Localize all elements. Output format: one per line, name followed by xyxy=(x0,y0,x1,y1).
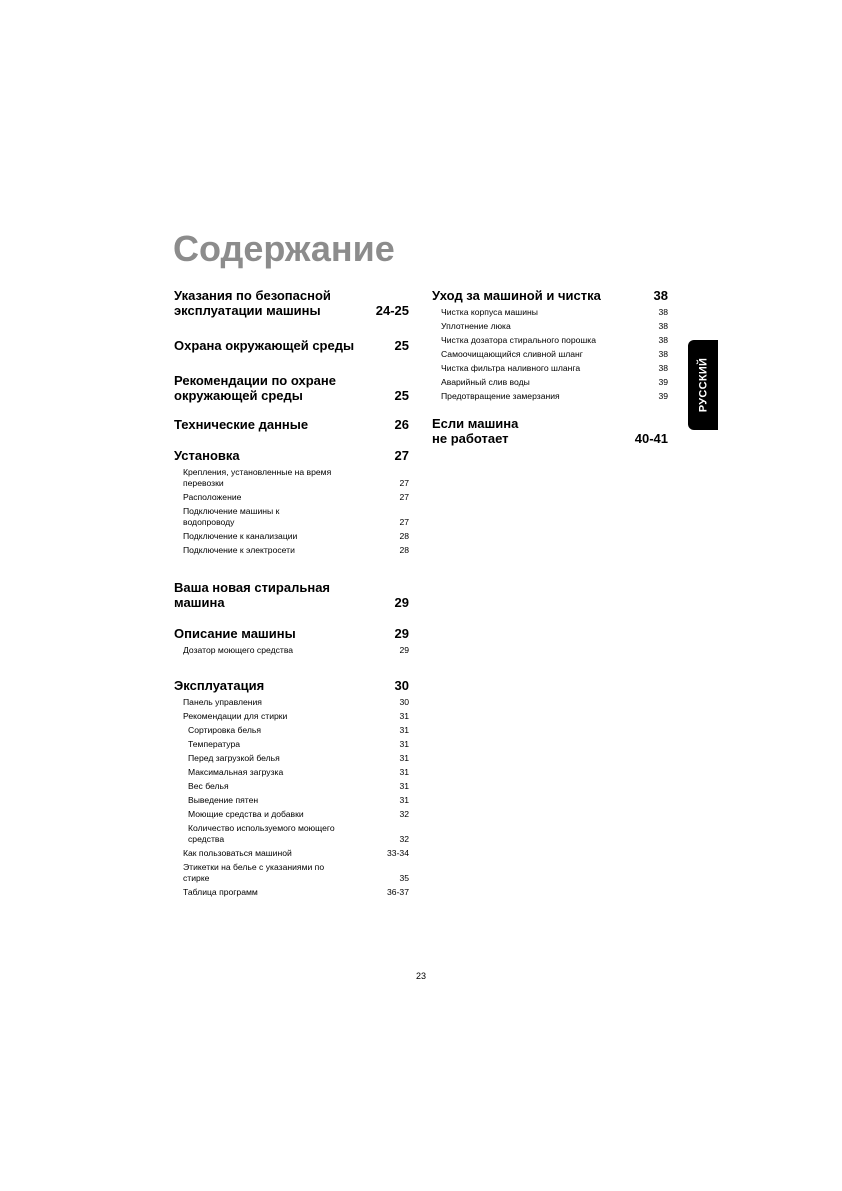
toc-item[interactable] xyxy=(174,781,409,792)
toc-item[interactable] xyxy=(174,862,409,884)
toc-item[interactable] xyxy=(174,467,409,489)
toc-item[interactable] xyxy=(174,492,409,503)
toc-section-title: Описание машины xyxy=(174,626,296,641)
toc-item-title: Таблица программ xyxy=(183,887,258,897)
toc-item[interactable] xyxy=(174,795,409,806)
toc-item[interactable] xyxy=(432,363,668,374)
toc-item-title: Этикетки на белье с указаниями по стирке xyxy=(183,862,325,883)
toc-item-title: Сортировка белья xyxy=(188,725,262,735)
language-tab-label: РУССКИЙ xyxy=(697,357,709,413)
page-number: 23 xyxy=(415,971,426,981)
toc-section-page: 25 xyxy=(394,338,409,353)
toc-subitem-list xyxy=(174,467,409,556)
toc-item-title: Подключение к канализации xyxy=(183,531,298,541)
toc-item[interactable] xyxy=(174,848,409,859)
toc-item-page: 35 xyxy=(399,873,409,883)
toc-item[interactable] xyxy=(432,391,668,402)
toc-section xyxy=(174,678,409,898)
toc-item-page: 31 xyxy=(399,795,409,805)
toc-section-heading[interactable] xyxy=(432,416,668,446)
toc-item[interactable] xyxy=(174,645,409,656)
toc-item-title: Расположение xyxy=(183,492,242,502)
toc-item-page: 30 xyxy=(399,697,409,707)
toc-section-heading[interactable] xyxy=(174,448,409,463)
toc-item[interactable] xyxy=(174,506,409,528)
language-tab xyxy=(688,340,718,430)
toc-item-title: Дозатор моющего средства xyxy=(183,645,294,655)
toc-item[interactable] xyxy=(174,545,409,556)
toc-item[interactable] xyxy=(174,887,409,898)
toc-item-page: 36-37 xyxy=(387,887,409,897)
toc-item-page: 31 xyxy=(399,711,409,721)
toc-item-page: 32 xyxy=(399,834,409,844)
toc-item[interactable] xyxy=(174,725,409,736)
toc-section-title: Технические данные xyxy=(174,417,309,432)
toc-item[interactable] xyxy=(432,321,668,332)
toc-section-page: 26 xyxy=(394,417,409,432)
toc-item-page: 38 xyxy=(658,321,668,331)
toc-item[interactable] xyxy=(174,711,409,722)
toc-item-title: Максимальная загрузка xyxy=(188,767,284,777)
toc-item[interactable] xyxy=(174,809,409,820)
toc-item[interactable] xyxy=(174,531,409,542)
toc-item-page: 33-34 xyxy=(387,848,409,858)
toc-item-title: Как пользоваться машиной xyxy=(183,848,292,858)
toc-item-title: Рекомендации для стирки xyxy=(183,711,288,721)
toc-item-title: Панель управления xyxy=(183,697,262,707)
toc-section xyxy=(174,338,409,353)
toc-right-column xyxy=(432,288,668,446)
toc-section-title: Указания по безопасной эксплуатации машины xyxy=(174,288,331,318)
toc-item-page: 38 xyxy=(658,335,668,345)
toc-item-page: 31 xyxy=(399,725,409,735)
toc-item-page: 29 xyxy=(399,645,409,655)
toc-item-page: 38 xyxy=(658,307,668,317)
toc-section xyxy=(174,288,409,318)
toc-item-title: Выведение пятен xyxy=(188,795,259,805)
toc-section xyxy=(174,417,409,432)
toc-section-title: Эксплуатация xyxy=(174,678,265,693)
toc-item-title: Подключение машины к водопроводу xyxy=(183,506,280,527)
toc-section-title: Если машина не работает xyxy=(432,416,519,446)
toc-left-column xyxy=(174,288,409,901)
toc-item-page: 27 xyxy=(399,492,409,502)
toc-item-page: 31 xyxy=(399,739,409,749)
toc-section-heading[interactable] xyxy=(174,338,409,353)
toc-section xyxy=(432,288,668,402)
toc-item-page: 31 xyxy=(399,781,409,791)
toc-item-title: Перед загрузкой белья xyxy=(188,753,280,763)
toc-section-page: 29 xyxy=(394,595,409,610)
toc-item[interactable] xyxy=(174,697,409,708)
toc-section-page: 38 xyxy=(653,288,668,303)
toc-item-page: 38 xyxy=(658,349,668,359)
toc-item-title: Самоочищающийся сливной шланг xyxy=(441,349,583,359)
toc-section-heading[interactable] xyxy=(174,373,409,403)
toc-item-title: Чистка корпуса машины xyxy=(441,307,538,317)
toc-section-title: Ваша новая стиральная машина xyxy=(174,580,331,610)
toc-item[interactable] xyxy=(432,377,668,388)
toc-subitem-list xyxy=(174,645,409,656)
toc-section xyxy=(174,626,409,656)
toc-section-title: Охрана окружающей среды xyxy=(174,338,355,353)
toc-item-title: Количество используемого моющего средства xyxy=(188,823,335,844)
toc-section-title: Рекомендации по охране окружающей среды xyxy=(174,373,336,403)
toc-section-page: 40-41 xyxy=(634,431,668,446)
toc-section-heading[interactable] xyxy=(174,678,409,693)
toc-subitem-list xyxy=(174,697,409,898)
toc-section-page: 30 xyxy=(394,678,409,693)
toc-section-page: 29 xyxy=(394,626,409,641)
toc-item[interactable] xyxy=(174,767,409,778)
toc-subitem-list xyxy=(432,307,668,402)
toc-item-title: Температура xyxy=(188,739,241,749)
toc-item-title: Крепления, установленные на время перевозки xyxy=(183,467,332,488)
toc-item-page: 28 xyxy=(399,545,409,555)
toc-item-title: Уплотнение люка xyxy=(441,321,511,331)
toc-item-page: 31 xyxy=(399,753,409,763)
toc-section xyxy=(174,448,409,556)
toc-item-title: Аварийный слив воды xyxy=(441,377,530,387)
toc-item-page: 28 xyxy=(399,531,409,541)
toc-section-heading[interactable] xyxy=(174,626,409,641)
toc-item-page: 27 xyxy=(399,478,409,488)
toc-item-page: 31 xyxy=(399,767,409,777)
page-title: Содержание xyxy=(173,228,395,269)
toc-item-title: Подключение к электросети xyxy=(183,545,295,555)
toc-item-page: 38 xyxy=(658,363,668,373)
toc-item[interactable] xyxy=(174,739,409,750)
toc-section-page: 25 xyxy=(394,388,409,403)
toc-item[interactable] xyxy=(174,823,409,845)
toc-item-title: Чистка фильтра наливного шланга xyxy=(441,363,581,373)
toc-item-page: 39 xyxy=(658,391,668,401)
toc-item[interactable] xyxy=(432,349,668,360)
toc-section-heading[interactable] xyxy=(174,417,409,432)
toc-item-title: Предотвращение замерзания xyxy=(441,391,560,401)
toc-section-heading[interactable] xyxy=(174,288,409,318)
toc-item-title: Моющие средства и добавки xyxy=(188,809,304,819)
toc-section-page: 24-25 xyxy=(375,303,409,318)
toc-item[interactable] xyxy=(174,753,409,764)
toc-item-title: Чистка дозатора стирального порошка xyxy=(441,335,597,345)
toc-section-page: 27 xyxy=(394,448,409,463)
toc-section xyxy=(432,416,668,446)
toc-section-heading[interactable] xyxy=(174,580,409,610)
toc-item-title: Вес белья xyxy=(188,781,229,791)
toc-section xyxy=(174,373,409,403)
toc-item[interactable] xyxy=(432,335,668,346)
toc-section-title: Уход за машиной и чистка xyxy=(432,288,601,303)
toc-item-page: 27 xyxy=(399,517,409,527)
toc-item-page: 39 xyxy=(658,377,668,387)
toc-item-page: 32 xyxy=(399,809,409,819)
toc-item[interactable] xyxy=(432,307,668,318)
toc-section xyxy=(174,580,409,610)
toc-section-heading[interactable] xyxy=(432,288,668,303)
toc-section-title: Установка xyxy=(174,448,240,463)
